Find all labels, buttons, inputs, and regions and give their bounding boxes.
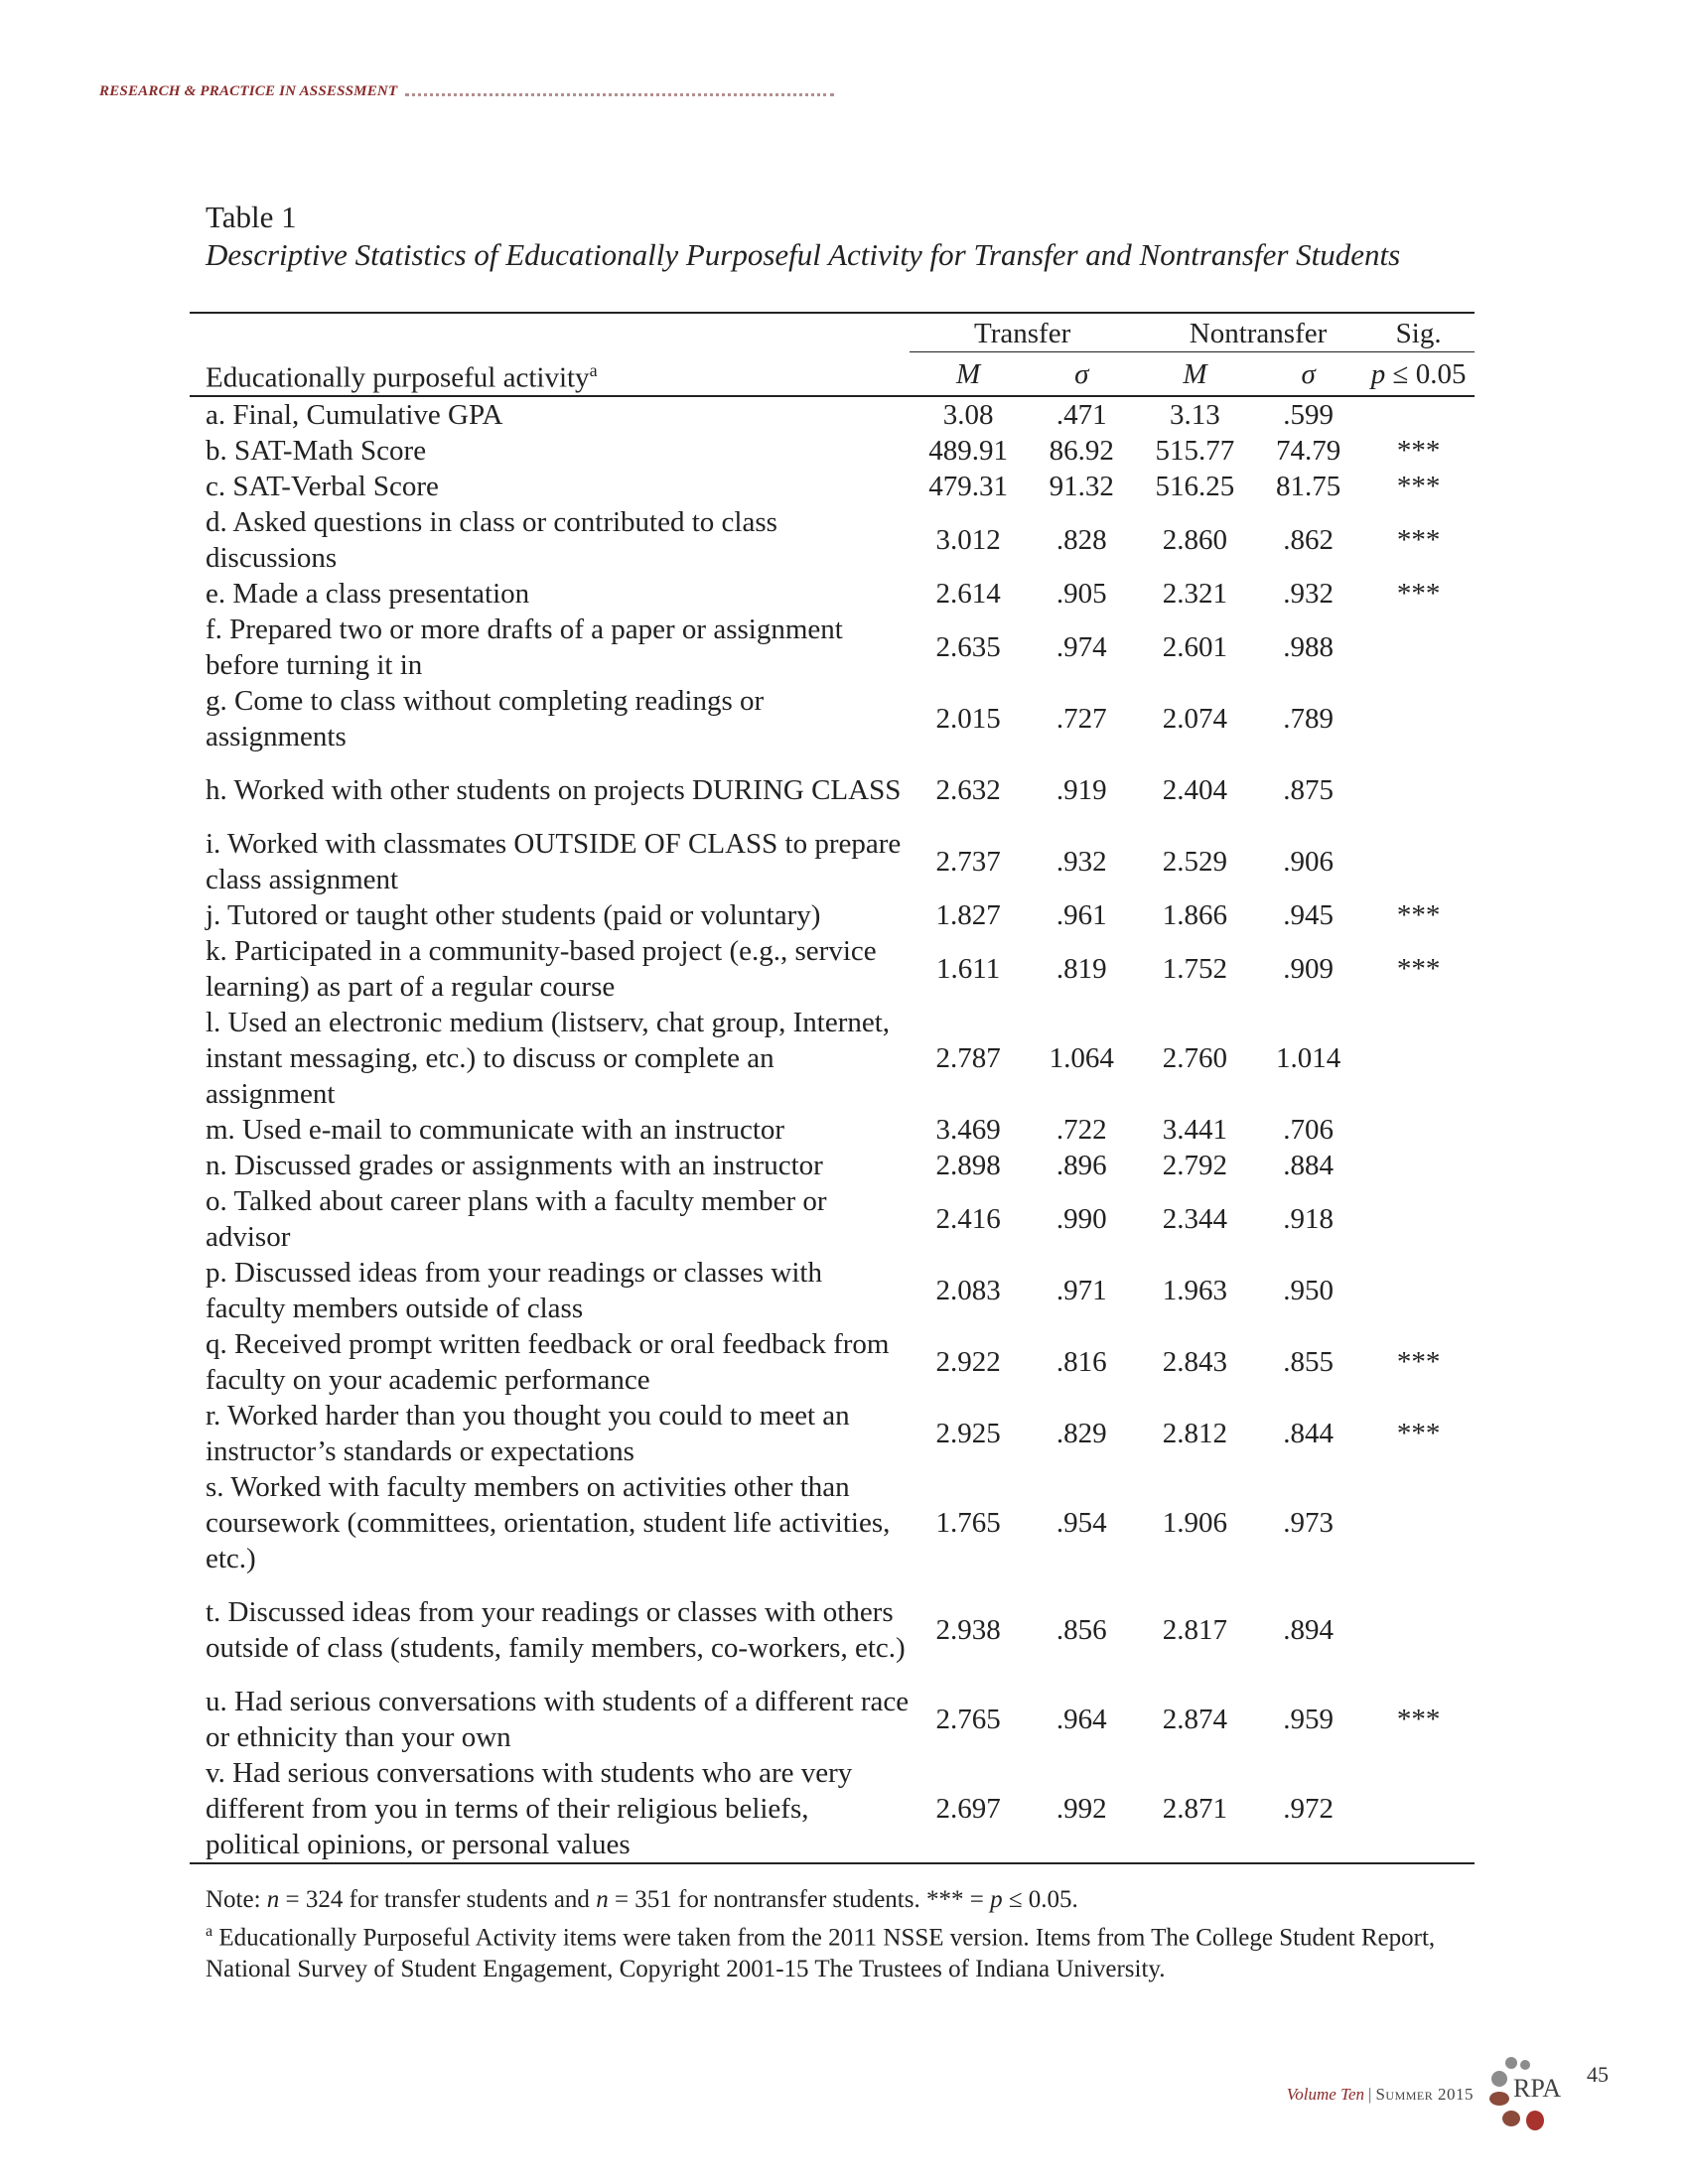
cell-significance [1362,683,1475,754]
cell-nontransfer-sd: .875 [1283,774,1335,807]
cell-nontransfer-sd: .789 [1283,703,1335,736]
cell-significance: *** [1396,435,1441,468]
cell-significance: *** [1396,471,1441,503]
cell-transfer-sd: .992 [1028,1755,1136,1863]
table-row [190,754,1475,826]
cell-activity-label: n. Discussed grades or assignments with an instructor [206,1150,823,1182]
cell-significance [1362,1469,1475,1576]
note-part-2: = 351 for nontransfer students. *** = [608,1886,991,1913]
rpa-logo-text: RPA [1513,2074,1562,2103]
column-header-significance-threshold: ≤ 0.05 [1385,357,1467,390]
cell-transfer-sd: 86.92 [1049,435,1114,468]
cell-activity-label: j. Tutored or taught other students (paid or voluntary) [206,899,821,932]
page-footer [1287,2055,1609,2134]
cell-nontransfer-sd: .884 [1283,1150,1335,1182]
cell-nontransfer-sd: .932 [1283,578,1335,611]
table-row [190,1255,1475,1326]
cell-transfer-mean: 2.765 [935,1704,1001,1736]
cell-transfer-mean: 489.91 [928,435,1008,468]
cell-significance [1362,612,1475,683]
running-head [99,79,834,103]
column-header-significance-p: p [1370,357,1386,390]
cell-transfer-mean: 2.787 [935,1042,1001,1075]
table-row [190,897,1475,933]
table-row [190,1112,1475,1148]
cell-transfer-mean: 1.765 [935,1507,1001,1540]
cell-transfer-mean: 2.925 [935,1418,1001,1450]
table-row [190,1684,1475,1755]
cell-nontransfer-mean: 2.860 [1162,524,1228,557]
note-part-3: ≤ 0.05. [1002,1886,1078,1913]
cell-transfer-mean: 2.635 [935,631,1001,664]
cell-significance [1362,1112,1475,1148]
cell-significance: *** [1396,899,1441,932]
column-header-transfer-mean: M [910,352,1028,397]
cell-nontransfer-mean: 3.13 [1170,399,1220,432]
group-header-sig: Sig. [1362,313,1475,352]
table-row [190,1148,1475,1183]
cell-nontransfer-mean: 2.792 [1162,1150,1228,1182]
cell-transfer-mean: 2.015 [935,703,1001,736]
cell-activity-label: m. Used e-mail to communicate with an instructor [206,1114,785,1147]
cell-activity-label: s. Worked with faculty members on activities other than coursework (committees, orientation, student life activities, etc.) [206,1471,891,1575]
group-header-transfer: Transfer [910,313,1136,352]
column-header-transfer-sd: σ [1028,352,1136,397]
cell-nontransfer-mean: 2.871 [1136,1755,1254,1863]
table-row [190,1398,1475,1469]
table-row [190,1005,1475,1112]
table-row [190,1183,1475,1255]
note-n-symbol: n [266,1886,280,1913]
table-row [190,612,1475,683]
cell-activity-label: q. Received prompt written feedback or oral feedback from faculty on your academic performance [206,1328,890,1397]
cell-nontransfer-sd: .959 [1283,1704,1335,1736]
cell-transfer-sd: .964 [1055,1704,1107,1736]
cell-transfer-mean: 2.697 [910,1755,1028,1863]
table-note [206,1884,1496,1916]
table-row [190,826,1475,897]
table-title: Descriptive Statistics of Educationally Purposeful Activity for Transfer and Nontransfer Students [206,237,1401,272]
cell-nontransfer-sd: .844 [1283,1418,1335,1450]
cell-activity-label: b. SAT-Math Score [206,435,427,468]
cell-nontransfer-mean: 2.812 [1162,1418,1228,1450]
group-header-nontransfer: Nontransfer [1136,313,1362,352]
cell-transfer-sd: .919 [1055,774,1107,807]
cell-transfer-sd: 91.32 [1049,471,1114,503]
cell-nontransfer-sd: .855 [1283,1346,1335,1379]
running-head-title: RESEARCH & PRACTICE IN ASSESSMENT [99,82,398,99]
note-part-1: = 324 for transfer students and [279,1886,597,1913]
cell-significance: *** [1396,524,1441,557]
cell-transfer-sd: .961 [1055,899,1107,932]
cell-transfer-mean: 2.922 [935,1346,1001,1379]
cell-activity-label: v. Had serious conversations with students who are very different from you in terms of their religious beliefs, political opinions, or personal values [190,1755,910,1863]
table-caption [206,199,1496,274]
cell-significance [1362,1183,1475,1255]
cell-transfer-sd: .829 [1055,1418,1107,1450]
cell-transfer-sd: .816 [1055,1346,1107,1379]
cell-nontransfer-mean: 3.441 [1162,1114,1228,1147]
cell-activity-label: t. Discussed ideas from your readings or classes with others outside of class (students, family members, co-workers, etc.) [206,1596,906,1665]
cell-activity-label: u. Had serious conversations with students of a different race or ethnicity than your own [206,1686,910,1754]
cell-nontransfer-mean: 1.906 [1162,1507,1228,1540]
cell-nontransfer-sd: .945 [1283,899,1335,932]
cell-transfer-sd: .856 [1055,1614,1107,1647]
cell-transfer-mean: 1.611 [936,953,1001,986]
statistics-table [190,312,1475,1864]
table-footnote [206,1916,1496,1985]
cell-significance: *** [1396,1418,1441,1450]
cell-nontransfer-mean: 2.074 [1162,703,1228,736]
cell-transfer-mean: 3.012 [935,524,1001,557]
cell-transfer-mean: 2.632 [935,774,1001,807]
cell-nontransfer-mean: 515.77 [1155,435,1235,468]
cell-transfer-mean: 1.827 [935,899,1001,932]
cell-nontransfer-mean: 2.843 [1162,1346,1228,1379]
table-row [190,396,1475,433]
cell-nontransfer-sd: .950 [1283,1275,1335,1307]
cell-transfer-mean: 2.898 [935,1150,1001,1182]
column-header-activity-superscript: a [589,359,598,380]
cell-activity-label: d. Asked questions in class or contributed to class discussions [206,506,777,575]
cell-nontransfer-sd: 81.75 [1276,471,1341,503]
table-row [190,933,1475,1005]
cell-activity-label: h. Worked with other students on projects DURING CLASS [206,774,902,807]
cell-transfer-mean: 479.31 [928,471,1008,503]
table-row [190,1755,1475,1863]
cell-nontransfer-sd: 1.014 [1276,1042,1341,1075]
cell-nontransfer-sd: .973 [1283,1507,1335,1540]
cell-nontransfer-mean: 1.752 [1162,953,1228,986]
cell-transfer-sd: .896 [1055,1150,1107,1182]
cell-nontransfer-sd: .706 [1283,1114,1335,1147]
note-p-symbol: p [990,1886,1003,1913]
cell-transfer-mean: 3.469 [935,1114,1001,1147]
cell-transfer-sd: 1.064 [1049,1042,1114,1075]
cell-nontransfer-sd: .906 [1283,846,1335,879]
cell-significance: *** [1396,578,1441,611]
cell-significance [1362,1576,1475,1684]
footnote-text: Educationally Purposeful Activity items were taken from the 2011 NSSE version. Items from The College Student Report, National Survey of Student Engagement, Copyright 2001-15 The Trustees of Indiana University. [206,1924,1436,1983]
table-row [190,433,1475,469]
cell-transfer-sd: .954 [1055,1507,1107,1540]
cell-activity-label: l. Used an electronic medium (listserv, chat group, Internet, instant messaging, etc.) to discuss or complete an assignment [206,1007,891,1111]
cell-transfer-sd: .471 [1055,399,1107,432]
cell-activity-label: o. Talked about career plans with a faculty member or advisor [206,1185,827,1254]
cell-nontransfer-sd: .909 [1283,953,1335,986]
table-row [190,504,1475,576]
column-header-significance [1362,352,1475,397]
note-n-symbol-2: n [596,1886,609,1913]
table-row [190,576,1475,612]
cell-significance: *** [1396,1346,1441,1379]
cell-nontransfer-sd: .972 [1254,1755,1362,1863]
cell-significance [1362,1755,1475,1863]
table-group-header-row [190,313,1475,352]
footer-separator: | [1368,2085,1372,2104]
cell-activity-label: i. Worked with classmates OUTSIDE OF CLASS to prepare class assignment [206,828,902,896]
cell-activity-label: e. Made a class presentation [206,578,530,611]
table-row [190,1326,1475,1398]
table-row [190,683,1475,754]
cell-activity-label: p. Discussed ideas from your readings or classes with faculty members outside of class [206,1257,822,1325]
cell-transfer-mean: 2.416 [935,1203,1001,1236]
cell-activity-label: a. Final, Cumulative GPA [206,399,503,432]
cell-activity-label: c. SAT-Verbal Score [206,471,439,503]
cell-transfer-sd: .905 [1055,578,1107,611]
cell-significance [1362,1255,1475,1326]
table-number: Table 1 [206,200,297,234]
cell-transfer-sd: .722 [1055,1114,1107,1147]
cell-transfer-mean: 3.08 [942,399,994,432]
cell-activity-label: r. Worked harder than you thought you could to meet an instructor’s standards or expectations [206,1400,850,1468]
cell-nontransfer-mean: 2.344 [1162,1203,1228,1236]
cell-nontransfer-sd: .988 [1283,631,1335,664]
cell-nontransfer-sd: .862 [1283,524,1335,557]
footer-volume: Volume Ten [1286,2085,1365,2104]
cell-transfer-mean: 2.938 [935,1614,1001,1647]
cell-significance [1362,754,1475,826]
cell-significance [1362,1005,1475,1112]
cell-transfer-sd: .819 [1055,953,1107,986]
column-header-activity-text: Educationally purposeful activity [206,361,590,394]
cell-nontransfer-mean: 1.866 [1162,899,1228,932]
cell-nontransfer-mean: 2.529 [1162,846,1228,879]
cell-transfer-sd: .828 [1055,524,1107,557]
table-row [190,469,1475,504]
cell-transfer-sd: .727 [1055,703,1107,736]
cell-nontransfer-mean: 1.963 [1162,1275,1228,1307]
table-row [190,1576,1475,1684]
column-header-activity [190,352,910,397]
footer-season: Summer 2015 [1375,2085,1474,2104]
column-header-nontransfer-sd: σ [1254,352,1362,397]
page-number: 45 [1587,2062,1609,2087]
cell-nontransfer-sd: 74.79 [1276,435,1341,468]
cell-transfer-sd: .971 [1055,1275,1107,1307]
footnote-superscript: a [206,1923,213,1940]
cell-nontransfer-sd: .599 [1283,399,1335,432]
cell-nontransfer-mean: 2.321 [1162,578,1228,611]
rpa-logo-icon [1487,2055,1573,2134]
cell-nontransfer-mean: 2.760 [1162,1042,1228,1075]
table-row [190,1469,1475,1576]
cell-nontransfer-mean: 516.25 [1155,471,1235,503]
cell-significance [1362,1148,1475,1183]
table-column-header-row [190,352,1475,397]
cell-transfer-sd: .974 [1055,631,1107,664]
cell-significance [1362,826,1475,897]
cell-activity-label: g. Come to class without completing readings or assignments [206,685,765,753]
running-head-dotted-rule [405,93,834,96]
column-header-nontransfer-mean: M [1136,352,1254,397]
cell-significance: *** [1396,953,1441,986]
table-notes [206,1884,1496,1985]
cell-transfer-mean: 2.737 [935,846,1001,879]
cell-significance [1362,396,1475,433]
cell-nontransfer-mean: 2.601 [1162,631,1228,664]
cell-nontransfer-mean: 2.404 [1162,774,1228,807]
cell-nontransfer-mean: 2.874 [1162,1704,1228,1736]
note-prefix: Note: [206,1886,267,1913]
cell-significance: *** [1396,1704,1441,1736]
cell-nontransfer-mean: 2.817 [1162,1614,1228,1647]
cell-transfer-sd: .990 [1055,1203,1107,1236]
cell-transfer-mean: 2.083 [935,1275,1001,1307]
cell-activity-label: k. Participated in a community-based project (e.g., service learning) as part of a regular course [206,935,877,1004]
cell-activity-label: f. Prepared two or more drafts of a paper or assignment before turning it in [206,614,843,682]
cell-transfer-sd: .932 [1055,846,1107,879]
cell-nontransfer-sd: .894 [1283,1614,1335,1647]
cell-transfer-mean: 2.614 [935,578,1001,611]
cell-nontransfer-sd: .918 [1283,1203,1335,1236]
